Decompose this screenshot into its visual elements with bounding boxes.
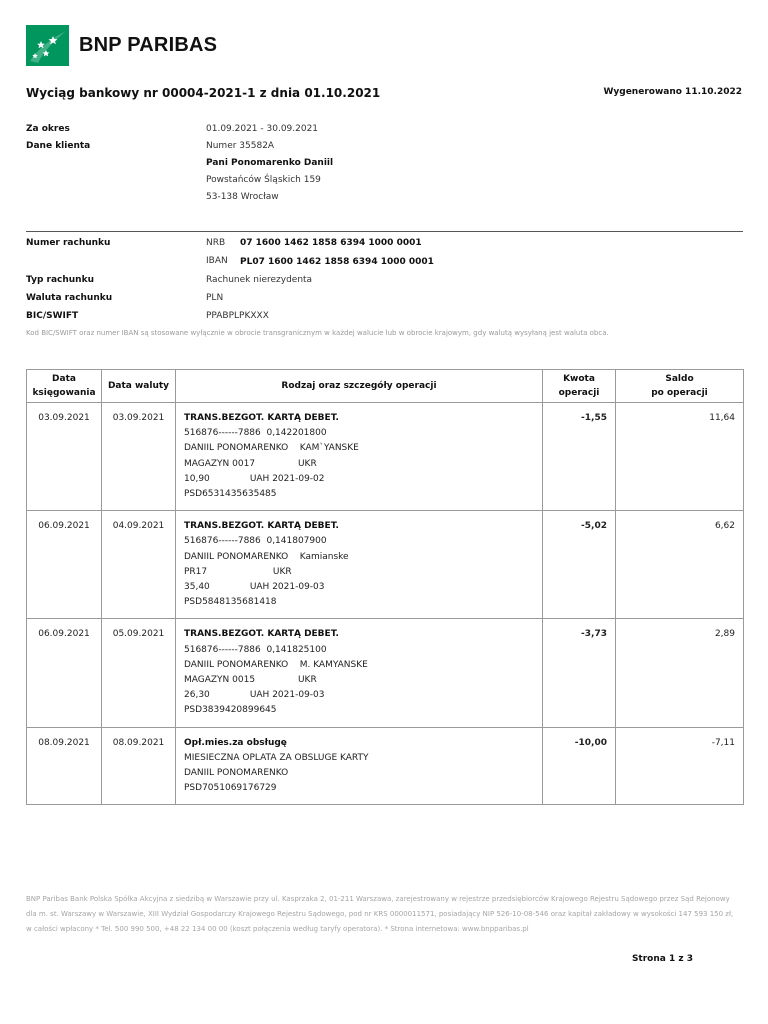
account-currency-value: PLN	[206, 293, 224, 303]
operation-details	[176, 619, 543, 727]
detail-line: PSD6531435635485	[184, 489, 277, 500]
detail-line: 516876------7886 0,141807900	[184, 536, 327, 547]
value-date: 03.09.2021	[102, 403, 176, 511]
table-row	[27, 403, 744, 511]
account-currency-label: Waluta rachunku	[26, 293, 113, 303]
bic-value: PPABPLPKXXX	[206, 311, 269, 321]
detail-line: PSD5848135681418	[184, 597, 277, 608]
value-date: 04.09.2021	[102, 511, 176, 619]
detail-line: Opł.mies.za obsługę	[184, 737, 287, 748]
detail-line: 516876------7886 0,141825100	[184, 644, 327, 655]
detail-line: DANIIL PONOMARENKO Kamianske	[184, 551, 349, 562]
client-name: Pani Ponomarenko Daniil	[206, 158, 334, 168]
bank-name: BNP PARIBAS	[79, 34, 218, 56]
detail-line: PSD3839420899645	[184, 705, 277, 716]
generated-date: Wygenerowano 11.10.2022	[603, 87, 742, 97]
page-number: Strona 1 z 3	[631, 954, 693, 964]
value-date: 05.09.2021	[102, 619, 176, 727]
detail-line: 35,40 UAH 2021-09-03	[184, 582, 325, 593]
detail-line: 10,90 UAH 2021-09-02	[184, 473, 325, 484]
detail-line: DANIIL PONOMARENKO KAM`YANSKE	[184, 443, 359, 454]
client-data-label: Dane klienta	[26, 141, 91, 151]
legal-footer: BNP Paribas Bank Polska Spółka Akcyjna z siedzibą w Warszawie przy ul. Kasprzaka 2, 01-211 Warszawa, zarejestrowany w rejestrze przedsiębiorców Krajowego Rejestru Sądowego przez Sąd Rejonowy dla m. st. Warszawy w Warszawie, XIII Wydział Gospodarczy Krajowego Rejestru Sądowego, pod nr KRS 0000011571, posiadający NIP 526-10-08-546 oraz kapitał zakładowy w wysokości 147 593 150 zł, w całości wpłacony * Tel. 500 990 500, +48 22 134 00 00 (koszt połączenia według taryfy operatora). * Strona internetowa: www.bnpparibas.pl	[26, 895, 734, 933]
col-balance: Saldo po operacji	[616, 370, 744, 403]
operation-amount: -10,00	[543, 727, 616, 805]
client-address-city: 53-138 Wrocław	[206, 192, 279, 202]
client-number: Numer 35582A	[206, 141, 275, 151]
table-header-row	[27, 370, 744, 403]
detail-line: TRANS.BEZGOT. KARTĄ DEBET.	[184, 413, 339, 423]
bic-label: BIC/SWIFT	[26, 311, 79, 321]
bic-iban-note: Kod BIC/SWIFT oraz numer IBAN są stosowane wyłącznie w obrocie transgranicznym w każdej walucie lub w obrocie krajowym, gdy walutą wysyłaną jest waluta obca.	[26, 329, 609, 337]
table-row	[27, 727, 744, 805]
detail-line: TRANS.BEZGOT. KARTĄ DEBET.	[184, 629, 339, 640]
booking-date: 08.09.2021	[27, 727, 102, 805]
booking-date: 03.09.2021	[27, 403, 102, 511]
operation-details	[176, 727, 543, 805]
operations-table	[26, 369, 744, 805]
statement-title: Wyciąg bankowy nr 00004-2021-1 z dnia 01.10.2021	[26, 86, 381, 100]
operation-details	[176, 403, 543, 511]
iban-value: PL07 1600 1462 1858 6394 1000 0001	[240, 257, 434, 267]
operation-amount: -1,55	[543, 403, 616, 511]
col-amount: Kwota operacji	[543, 370, 616, 403]
client-address-street: Powstańców Śląskich 159	[206, 175, 321, 185]
detail-line: MAGAZYN 0017 UKR	[184, 458, 317, 469]
nrb-label: NRB	[206, 238, 226, 248]
period-label: Za okres	[26, 124, 70, 134]
booking-date: 06.09.2021	[27, 511, 102, 619]
value-date: 08.09.2021	[102, 727, 176, 805]
balance-after: 2,89	[616, 619, 744, 727]
account-number-label: Numer rachunku	[26, 238, 111, 248]
operation-amount: -5,02	[543, 511, 616, 619]
table-row	[27, 619, 744, 727]
detail-line: MAGAZYN 0015 UKR	[184, 675, 317, 686]
detail-line: TRANS.BEZGOT. KARTĄ DEBET.	[184, 521, 339, 532]
col-value-date: Data waluty	[102, 370, 176, 403]
nrb-value: 07 1600 1462 1858 6394 1000 0001	[240, 238, 422, 248]
detail-line: DANIIL PONOMARENKO M. KAMYANSKE	[184, 659, 368, 670]
balance-after: 6,62	[616, 511, 744, 619]
balance-after: -7,11	[616, 727, 744, 805]
detail-line: PSD7051069176729	[184, 783, 277, 794]
bank-logo	[26, 25, 217, 66]
period-value: 01.09.2021 - 30.09.2021	[206, 124, 319, 134]
account-type-label: Typ rachunku	[26, 275, 94, 285]
balance-after: 11,64	[616, 403, 744, 511]
detail-line: MIESIECZNA OPLATA ZA OBSLUGE KARTY	[184, 752, 369, 763]
detail-line: 26,30 UAH 2021-09-03	[184, 690, 325, 701]
detail-line: PR17 UKR	[184, 566, 292, 577]
col-details: Rodzaj oraz szczegóły operacji	[176, 370, 543, 403]
detail-line: DANIIL PONOMARENKO	[184, 768, 289, 779]
bnp-paribas-stars-icon	[26, 25, 69, 66]
detail-line: 516876------7886 0,142201800	[184, 428, 327, 439]
account-type-value: Rachunek nierezydenta	[206, 275, 313, 285]
iban-label: IBAN	[206, 256, 228, 266]
table-row	[27, 511, 744, 619]
section-divider	[26, 231, 743, 232]
booking-date: 06.09.2021	[27, 619, 102, 727]
operation-amount: -3,73	[543, 619, 616, 727]
operation-details	[176, 511, 543, 619]
col-booking-date: Data księgowania	[27, 370, 102, 403]
